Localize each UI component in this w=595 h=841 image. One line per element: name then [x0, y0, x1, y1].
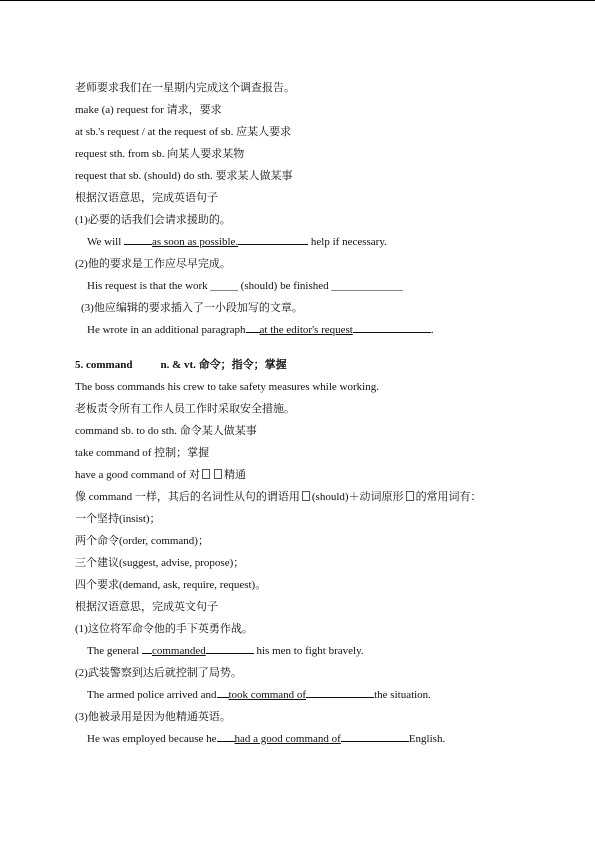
document-page — [75, 77, 545, 750]
good-command-suffix: 精通 — [223, 469, 246, 481]
exercise-1-after: help if necessary. — [308, 236, 387, 248]
placeholder-box — [406, 491, 414, 501]
section-gap — [75, 341, 545, 354]
exercise-1-answer: as soon as possible. — [152, 236, 239, 248]
heading-word: 5. command — [75, 359, 133, 371]
phrase-request-that: request that sb. (should) do sth. 要求某人做某事 — [75, 170, 293, 182]
word-group-suggest: 三个建议(suggest, advise, propose)； — [75, 557, 245, 569]
word-group-demand: 四个要求(demand, ask, require, request)。 — [75, 579, 267, 591]
note-suffix: 的常用词有： — [415, 491, 482, 503]
blank — [124, 232, 152, 245]
cmd-exercise-3-sentence — [75, 728, 545, 750]
exercise-3-after: . — [430, 324, 434, 336]
exercise-title: 根据汉语意思，完成英语句子 — [75, 192, 218, 204]
subjunctive-note — [75, 486, 545, 508]
exercise-1-sentence — [75, 231, 545, 253]
blank — [206, 641, 254, 654]
phrase-make-request: make (a) request for 请求，要求 — [75, 104, 222, 116]
placeholder-box — [202, 469, 210, 479]
exercise-3-answer: at the editor's request — [259, 324, 353, 336]
exercise-3-cn: (3)他应编辑的要求插入了一小段加写的文章。 — [81, 302, 303, 314]
good-command-prefix: have a good command of 对 — [75, 469, 200, 481]
phrase-command-to-do: command sb. to do sth. 命令某人做某事 — [75, 425, 257, 437]
phrase-at-request: at sb.'s request / at the request of sb. 应某人要求 — [75, 126, 292, 138]
cmd-exercise-2-sentence — [75, 684, 545, 706]
blank — [306, 685, 374, 698]
cmd-exercise-3-answer: had a good command of — [234, 733, 341, 745]
heading-part-of-speech: n. & vt. 命令；指令；掌握 — [160, 359, 287, 371]
cmd-exercise-3-before: He was employed because he — [87, 733, 217, 745]
word-group-order: 两个命令(order, command)； — [75, 535, 209, 547]
note-prefix: 像 command 一样，其后的名词性从句的谓语用 — [75, 491, 300, 503]
phrase-good-command — [75, 464, 545, 486]
cmd-exercise-2-answer: took command of — [228, 689, 307, 701]
blank — [341, 729, 409, 742]
placeholder-box — [302, 491, 310, 501]
exercise-1-before: We will — [87, 236, 124, 248]
exercise-3-before: He wrote in an additional paragraph — [87, 324, 246, 336]
cmd-exercise-1-sentence — [75, 640, 545, 662]
cmd-exercise-2-before: The armed police arrived and — [87, 689, 217, 701]
intro-sentence: 老师要求我们在一星期内完成这个调查报告。 — [75, 82, 295, 94]
placeholder-box — [214, 469, 222, 479]
section-heading — [75, 354, 545, 376]
exercise-1-cn: (1)必要的话我们会请求援助的。 — [75, 214, 231, 226]
cmd-exercise-3-after: English. — [408, 733, 446, 745]
exercise-2-sentence: His request is that the work _____ (should) be finished _____________ — [87, 280, 403, 292]
phrase-request-from: request sth. from sb. 向某人要求某物 — [75, 148, 245, 160]
phrase-take-command: take command of 控制；掌握 — [75, 447, 210, 459]
example-english: The boss commands his crew to take safety measures while working. — [75, 381, 379, 393]
exercise-2-cn: (2)他的要求是工作应尽早完成。 — [75, 258, 231, 270]
word-group-insist: 一个坚持(insist)； — [75, 513, 161, 525]
cmd-exercise-1-cn: (1)这位将军命令他的手下英勇作战。 — [75, 623, 253, 635]
cmd-exercise-3-cn: (3)他被录用是因为他精通英语。 — [75, 711, 231, 723]
blank — [217, 729, 235, 742]
blank — [142, 641, 152, 654]
blank — [353, 320, 431, 333]
cmd-exercise-2-cn: (2)武装警察到达后就控制了局势。 — [75, 667, 242, 679]
example-chinese: 老板责令所有工作人员工作时采取安全措施。 — [75, 403, 295, 415]
blank — [217, 685, 229, 698]
exercise-3-sentence — [75, 319, 545, 341]
cmd-exercise-1-before: The general — [87, 645, 142, 657]
cmd-exercise-1-after: his men to fight bravely. — [253, 645, 364, 657]
page-top-rule — [0, 0, 595, 1]
cmd-exercise-1-answer: commanded — [151, 645, 206, 657]
blank — [238, 232, 308, 245]
blank — [246, 320, 260, 333]
cmd-exercise-2-after: the situation. — [374, 689, 431, 701]
note-middle: (should)＋动词原形 — [311, 491, 404, 503]
exercise-title-2: 根据汉语意思，完成英文句子 — [75, 601, 218, 613]
